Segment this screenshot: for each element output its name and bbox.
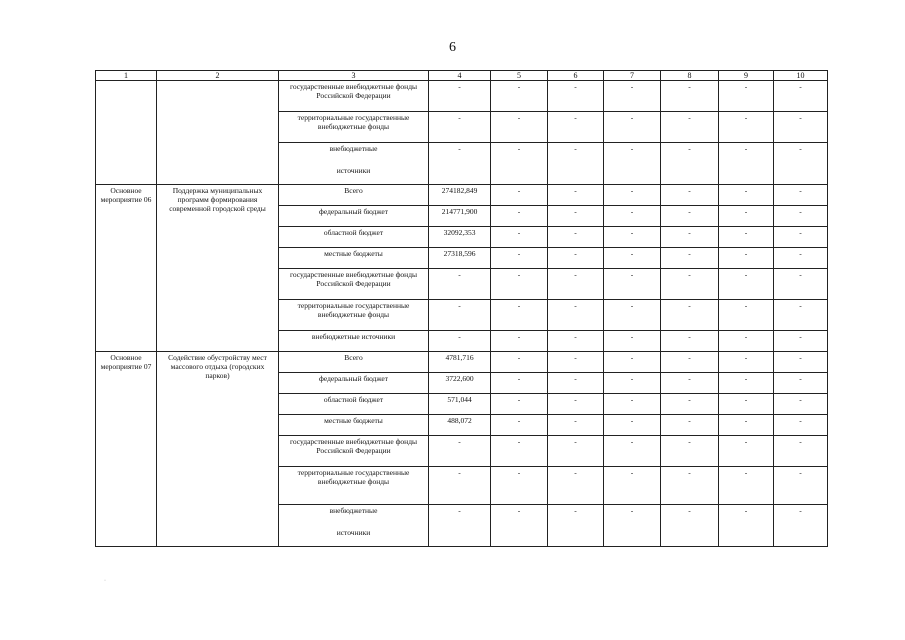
budget-table xyxy=(95,70,828,547)
empty-value-cell: - xyxy=(548,352,604,373)
funding-source-cell: государственные внебюджетные фонды Российской Федерации xyxy=(279,436,429,467)
table-row xyxy=(96,185,828,206)
total-value-cell: 27318,596 xyxy=(429,248,491,269)
empty-value-cell: - xyxy=(719,394,774,415)
empty-value-cell: - xyxy=(719,81,774,112)
empty-value-cell: - xyxy=(604,143,661,185)
empty-value-cell: - xyxy=(604,436,661,467)
empty-value-cell: - xyxy=(661,248,719,269)
total-value-cell: 274182,849 xyxy=(429,185,491,206)
empty-value-cell: - xyxy=(661,206,719,227)
empty-value-cell: - xyxy=(719,373,774,394)
empty-value-cell: - xyxy=(491,227,548,248)
empty-value-cell: - xyxy=(774,185,828,206)
total-value-cell: 4781,716 xyxy=(429,352,491,373)
empty-value-cell: - xyxy=(774,394,828,415)
funding-source-cell xyxy=(279,505,429,547)
empty-value-cell: - xyxy=(774,81,828,112)
measure-cell xyxy=(96,81,157,185)
funding-source-cell: областной бюджет xyxy=(279,394,429,415)
measure-title-cell xyxy=(157,81,279,185)
empty-value-cell: - xyxy=(548,227,604,248)
empty-value-cell: - xyxy=(661,185,719,206)
empty-value-cell: - xyxy=(661,331,719,352)
empty-value-cell: - xyxy=(491,300,548,331)
empty-value-cell: - xyxy=(491,81,548,112)
empty-value-cell: - xyxy=(719,436,774,467)
funding-source-line: источники xyxy=(336,528,371,537)
empty-value-cell: - xyxy=(491,505,548,547)
measure-title-cell: Содействие обустройству мест массового отдыха (городских парков) xyxy=(157,352,279,547)
total-value-cell: 3722,600 xyxy=(429,373,491,394)
funding-source-cell: внебюджетные источники xyxy=(279,331,429,352)
funding-source-cell: Всего xyxy=(279,352,429,373)
empty-value-cell: - xyxy=(604,415,661,436)
empty-value-cell: - xyxy=(719,112,774,143)
empty-value-cell: - xyxy=(661,505,719,547)
empty-value-cell: - xyxy=(491,415,548,436)
empty-value-cell: - xyxy=(774,352,828,373)
empty-value-cell: - xyxy=(719,415,774,436)
total-value-cell: - xyxy=(429,467,491,505)
empty-value-cell: - xyxy=(491,373,548,394)
measure-cell: Основное мероприятие 07 xyxy=(96,352,157,547)
total-value-cell: - xyxy=(429,300,491,331)
empty-value-cell: - xyxy=(548,467,604,505)
empty-value-cell: - xyxy=(491,352,548,373)
empty-value-cell: - xyxy=(661,436,719,467)
funding-source-cell xyxy=(279,143,429,185)
empty-value-cell: - xyxy=(548,505,604,547)
scan-speck: · xyxy=(104,578,106,584)
empty-value-cell: - xyxy=(774,300,828,331)
total-value-cell: - xyxy=(429,112,491,143)
empty-value-cell: - xyxy=(604,300,661,331)
measure-cell: Основное мероприятие 06 xyxy=(96,185,157,352)
funding-source-line: внебюджетные xyxy=(329,144,378,153)
funding-source-line: внебюджетные xyxy=(329,506,378,515)
empty-value-cell: - xyxy=(774,269,828,300)
empty-value-cell: - xyxy=(719,206,774,227)
empty-value-cell: - xyxy=(491,394,548,415)
column-header: 10 xyxy=(774,71,828,81)
empty-value-cell: - xyxy=(491,248,548,269)
column-header: 2 xyxy=(157,71,279,81)
empty-value-cell: - xyxy=(548,373,604,394)
empty-value-cell: - xyxy=(774,415,828,436)
total-value-cell: 488,072 xyxy=(429,415,491,436)
empty-value-cell: - xyxy=(719,227,774,248)
funding-source-cell: территориальные государственные внебюджетные фонды xyxy=(279,467,429,505)
empty-value-cell: - xyxy=(719,505,774,547)
empty-value-cell: - xyxy=(774,248,828,269)
column-header: 8 xyxy=(661,71,719,81)
empty-value-cell: - xyxy=(548,394,604,415)
funding-source-cell: территориальные государственные внебюджетные фонды xyxy=(279,300,429,331)
empty-value-cell: - xyxy=(774,436,828,467)
page-number: 6 xyxy=(449,40,456,55)
empty-value-cell: - xyxy=(604,185,661,206)
funding-source-cell: федеральный бюджет xyxy=(279,206,429,227)
funding-source-cell: государственные внебюджетные фонды Российской Федерации xyxy=(279,269,429,300)
total-value-cell: - xyxy=(429,505,491,547)
empty-value-cell: - xyxy=(661,81,719,112)
empty-value-cell: - xyxy=(548,248,604,269)
total-value-cell: 571,044 xyxy=(429,394,491,415)
empty-value-cell: - xyxy=(774,467,828,505)
empty-value-cell: - xyxy=(491,206,548,227)
empty-value-cell: - xyxy=(719,185,774,206)
empty-value-cell: - xyxy=(661,269,719,300)
column-header: 4 xyxy=(429,71,491,81)
empty-value-cell: - xyxy=(774,331,828,352)
empty-value-cell: - xyxy=(719,269,774,300)
empty-value-cell: - xyxy=(661,112,719,143)
column-header: 6 xyxy=(548,71,604,81)
empty-value-cell: - xyxy=(548,206,604,227)
funding-source-line: источники xyxy=(336,166,371,175)
empty-value-cell: - xyxy=(661,415,719,436)
empty-value-cell: - xyxy=(661,467,719,505)
empty-value-cell: - xyxy=(604,269,661,300)
empty-value-cell: - xyxy=(604,394,661,415)
total-value-cell: - xyxy=(429,269,491,300)
empty-value-cell: - xyxy=(661,227,719,248)
total-value-cell: 214771,900 xyxy=(429,206,491,227)
funding-source-cell: областной бюджет xyxy=(279,227,429,248)
empty-value-cell: - xyxy=(604,227,661,248)
total-value-cell: - xyxy=(429,436,491,467)
empty-value-cell: - xyxy=(548,436,604,467)
empty-value-cell: - xyxy=(661,143,719,185)
funding-source-cell: государственные внебюджетные фонды Российской Федерации xyxy=(279,81,429,112)
measure-title-cell: Поддержка муниципальных программ формирования современной городской среды xyxy=(157,185,279,352)
total-value-cell: - xyxy=(429,81,491,112)
empty-value-cell: - xyxy=(491,269,548,300)
empty-value-cell: - xyxy=(548,112,604,143)
empty-value-cell: - xyxy=(491,436,548,467)
empty-value-cell: - xyxy=(774,112,828,143)
empty-value-cell: - xyxy=(774,227,828,248)
empty-value-cell: - xyxy=(719,143,774,185)
empty-value-cell: - xyxy=(604,467,661,505)
total-value-cell: - xyxy=(429,331,491,352)
column-header: 5 xyxy=(491,71,548,81)
total-value-cell: - xyxy=(429,143,491,185)
funding-source-cell: Всего xyxy=(279,185,429,206)
total-value-cell: 32092,353 xyxy=(429,227,491,248)
empty-value-cell: - xyxy=(548,331,604,352)
header-row xyxy=(96,71,828,81)
empty-value-cell: - xyxy=(604,81,661,112)
column-header: 1 xyxy=(96,71,157,81)
empty-value-cell: - xyxy=(491,112,548,143)
funding-source-cell: федеральный бюджет xyxy=(279,373,429,394)
empty-value-cell: - xyxy=(548,415,604,436)
empty-value-cell: - xyxy=(604,206,661,227)
column-header: 7 xyxy=(604,71,661,81)
empty-value-cell: - xyxy=(548,185,604,206)
empty-value-cell: - xyxy=(661,373,719,394)
empty-value-cell: - xyxy=(719,331,774,352)
column-header: 3 xyxy=(279,71,429,81)
empty-value-cell: - xyxy=(604,352,661,373)
empty-value-cell: - xyxy=(719,300,774,331)
empty-value-cell: - xyxy=(604,112,661,143)
empty-value-cell: - xyxy=(774,206,828,227)
table-row xyxy=(96,352,828,373)
empty-value-cell: - xyxy=(604,248,661,269)
empty-value-cell: - xyxy=(491,467,548,505)
empty-value-cell: - xyxy=(661,300,719,331)
empty-value-cell: - xyxy=(719,248,774,269)
empty-value-cell: - xyxy=(548,269,604,300)
empty-value-cell: - xyxy=(719,467,774,505)
funding-source-cell: территориальные государственные внебюджетные фонды xyxy=(279,112,429,143)
funding-source-cell: местные бюджеты xyxy=(279,415,429,436)
empty-value-cell: - xyxy=(491,185,548,206)
empty-value-cell: - xyxy=(604,505,661,547)
empty-value-cell: - xyxy=(774,373,828,394)
column-header: 9 xyxy=(719,71,774,81)
empty-value-cell: - xyxy=(548,81,604,112)
table-row xyxy=(96,81,828,112)
empty-value-cell: - xyxy=(774,143,828,185)
empty-value-cell: - xyxy=(719,352,774,373)
empty-value-cell: - xyxy=(491,331,548,352)
empty-value-cell: - xyxy=(491,143,548,185)
empty-value-cell: - xyxy=(604,331,661,352)
funding-source-cell: местные бюджеты xyxy=(279,248,429,269)
empty-value-cell: - xyxy=(661,394,719,415)
empty-value-cell: - xyxy=(548,300,604,331)
empty-value-cell: - xyxy=(548,143,604,185)
empty-value-cell: - xyxy=(604,373,661,394)
empty-value-cell: - xyxy=(661,352,719,373)
empty-value-cell: - xyxy=(774,505,828,547)
